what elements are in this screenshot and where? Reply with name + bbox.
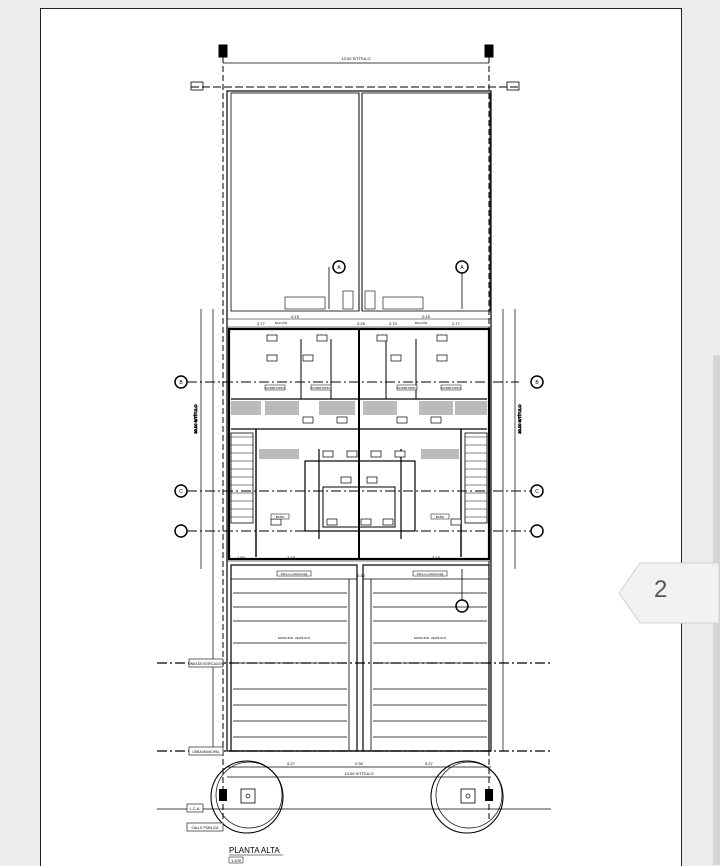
section-marker-c-right: [531, 485, 543, 497]
parking-label-2: ESTACION. VEHÍCULO: [413, 636, 447, 640]
plan-scale: 1:100: [230, 858, 242, 863]
svg-text:1.50: 1.50: [237, 555, 245, 560]
svg-text:0.30: 0.30: [357, 573, 365, 578]
svg-text:13.00 S/TÍTULO: 13.00 S/TÍTULO: [344, 771, 374, 776]
grid-markers-top: [219, 45, 493, 819]
room-bano-2: BAÑO: [435, 515, 445, 519]
svg-text:C: C: [179, 489, 183, 495]
plan-title: PLANTA ALTA: [229, 846, 280, 855]
room-balcon-2: BALCÓN: [414, 321, 428, 325]
room-dorm-4: DORMITORIO: [441, 386, 461, 390]
parking-labels: [277, 571, 447, 640]
svg-text:0.15: 0.15: [291, 314, 299, 319]
floor-plan-drawing: [41, 9, 681, 866]
svg-text:B: B: [179, 380, 183, 386]
parking-stripes: [233, 593, 487, 737]
svg-text:5.27: 5.27: [425, 761, 433, 766]
grid-markers-bottom: [219, 789, 493, 801]
svg-text:5.27: 5.27: [287, 761, 295, 766]
svg-text:0.25: 0.25: [357, 321, 365, 326]
house-walls: [229, 329, 489, 559]
patio-label-1: Patio en planta baja: [280, 572, 308, 576]
room-dorm-1: DORMITORIO: [265, 386, 285, 390]
parking-label-1: ESTACION. VEHÍCULO: [277, 636, 311, 640]
svg-text:B: B: [535, 380, 539, 386]
boundary-lines: [157, 659, 551, 755]
drawing-title: [229, 846, 283, 863]
svg-text:A: A: [460, 265, 464, 271]
dim-right-total: 30.00 S/TÍTULO: [517, 404, 522, 434]
patio-label-2: Patio en planta baja: [416, 572, 444, 576]
room-balcon-1: BALCÓN: [274, 321, 288, 325]
top-notes: [285, 291, 423, 309]
room-dorm-3: DORMITORIO: [397, 386, 417, 390]
room-bano-1: BAÑO: [275, 515, 285, 519]
top-dimension: [191, 56, 519, 90]
svg-text:C: C: [535, 489, 539, 495]
svg-text:0.30: 0.30: [355, 761, 363, 766]
window-tags: [267, 335, 461, 525]
section-marker-a-top-left: [329, 261, 345, 309]
section-marker-b-right: [531, 376, 543, 388]
linea-municipal-label: LÍNEA MUNICIPAL: [192, 750, 220, 754]
section-marker-a-top-right: [456, 261, 468, 309]
svg-text:2.77: 2.77: [452, 321, 460, 326]
section-marker-d-right: [531, 525, 543, 537]
svg-text:2.77: 2.77: [257, 321, 265, 326]
section-marker-e: [456, 569, 468, 612]
svg-text:0.15: 0.15: [422, 314, 430, 319]
page-indicator-tab[interactable]: [618, 562, 720, 624]
calle-publica-label: CALLE PÚBLICA: [191, 826, 219, 830]
svg-text:2.70: 2.70: [389, 321, 397, 326]
drawing-sheet: [40, 8, 682, 866]
bottom-dimension: [227, 761, 491, 777]
upper-dims: [227, 314, 491, 327]
lca-label: L.C.A.: [189, 806, 201, 811]
linea-edificacion-label: LÍNEA DE EDIFICACIÓN: [188, 662, 224, 666]
dim-top-total: 13.00 S/TÍTULO: [341, 56, 371, 61]
svg-text:A: A: [337, 265, 341, 271]
street: [157, 804, 551, 831]
svg-text:3.15: 3.15: [287, 555, 295, 560]
room-dorm-2: DORMITORIO: [311, 386, 331, 390]
page-number: 2: [654, 576, 668, 603]
dim-left-total: 30.00 S/TÍTULO: [193, 404, 198, 434]
svg-text:3.15: 3.15: [432, 555, 440, 560]
